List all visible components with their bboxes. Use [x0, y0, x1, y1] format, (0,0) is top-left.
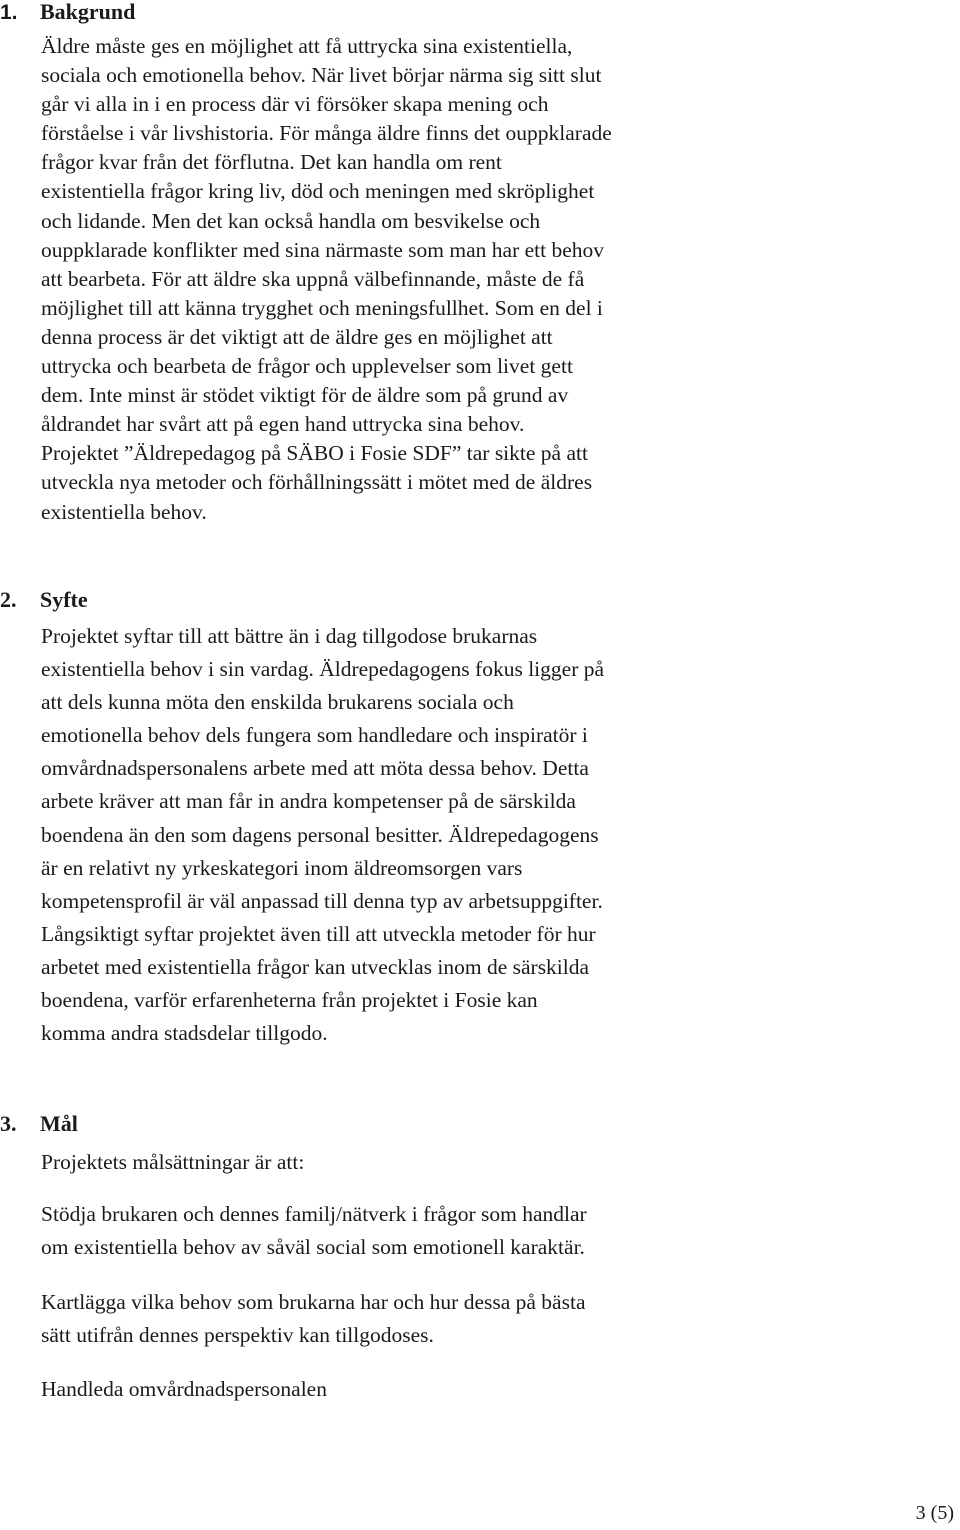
text-line: boendena än den som dagens personal besitter. Äldrepedagogens [41, 822, 599, 847]
text-line: arbete kräver att man får in andra kompetenser på de särskilda [41, 789, 576, 814]
text-line: och lidande. Men det kan också handla om besvikelse och [41, 208, 541, 233]
text-line: Kartlägga vilka behov som brukarna har och hur dessa på bästa [41, 1290, 586, 1314]
text-line: att dels kunna möta den enskilda brukarens sociala och [41, 690, 514, 715]
section-body-syfte [41, 620, 741, 1050]
section-intro-mal [41, 1146, 741, 1178]
text-line: går vi alla in i en process där vi försöker skapa mening och [41, 92, 549, 117]
text-line: Stödja brukaren och dennes familj/nätverk i frågor som handlar [41, 1202, 587, 1226]
text-line: förståelse i vår livshistoria. För många äldre finns det ouppklarade [41, 121, 612, 146]
text-line: existentiella frågor kring liv, död och meningen med skröplighet [41, 179, 595, 204]
text-line: Äldre måste ges en möjlighet att få uttrycka sina existentiella, [41, 34, 573, 58]
text-line: sätt utifrån dennes perspektiv kan tillgodoses. [41, 1323, 434, 1347]
text-line: uttrycka och bearbeta de frågor och upplevelser som livet gett [41, 354, 573, 379]
text-line: arbetet med existentiella frågor kan utvecklas inom de särskilda [41, 954, 590, 979]
text-line: Handleda omvårdnadspersonalen [41, 1377, 327, 1401]
text-line: åldrandet har svårt att på egen hand uttrycka sina behov. [41, 412, 525, 437]
text-line: att bearbeta. För att äldre ska uppnå välbefinnande, måste de få [41, 266, 585, 291]
section-heading-mal [0, 1112, 78, 1136]
section-number: 1. [0, 1, 18, 24]
text-line: Projektet ”Äldrepedagog på SÄBO i Fosie SDF” tar sikte på att [41, 441, 588, 466]
text-line: sociala och emotionella behov. När livet börjar närma sig sitt slut [41, 63, 602, 88]
text-line: boendena, varför erfarenheterna från projektet i Fosie kan [41, 988, 538, 1013]
text-line: ouppklarade konflikter med sina närmaste som man har ett behov [41, 237, 605, 262]
text-line: existentiella behov i sin vardag. Äldrepedagogens fokus ligger på [41, 657, 605, 682]
text-line: existentiella behov. [41, 499, 207, 524]
page-number: 3 (5) [915, 1502, 954, 1524]
text-line: kompetensprofil är väl anpassad till denna typ av arbetsuppgifter. [41, 888, 603, 913]
section-heading-syfte [0, 588, 88, 612]
section-title: Bakgrund [40, 0, 136, 24]
text-line: Långsiktigt syftar projektet även till att utveckla metoder för hur [41, 921, 596, 946]
section-number: 3. [0, 1111, 17, 1136]
goal-item [41, 1373, 741, 1406]
text-line: emotionella behov dels fungera som handledare och inspiratör i [41, 723, 588, 748]
text-line: möjlighet till att känna trygghet och meningsfullhet. Som en del i [41, 295, 603, 320]
text-line: är en relativt ny yrkeskategori inom äldreomsorgen vars [41, 855, 523, 880]
text-line: komma andra stadsdelar tillgodo. [41, 1021, 328, 1046]
text-line: om existentiella behov av såväl social som emotionell karaktär. [41, 1235, 585, 1259]
goal-item [41, 1198, 741, 1264]
text-line: dem. Inte minst är stödet viktigt för de äldre som på grund av [41, 383, 569, 408]
section-title: Mål [40, 1111, 78, 1136]
section-title: Syfte [40, 587, 88, 612]
goal-item [41, 1286, 741, 1352]
text-line: denna process är det viktigt att de äldre ges en möjlighet att [41, 324, 553, 349]
section-body-bakgrund [41, 32, 741, 527]
text-line: Projektet syftar till att bättre än i dag tillgodose brukarnas [41, 624, 538, 648]
section-number: 2. [0, 587, 17, 612]
text-line: Projektets målsättningar är att: [41, 1150, 305, 1174]
text-line: omvårdnadspersonalens arbete med att möta dessa behov. Detta [41, 756, 589, 781]
text-line: utveckla nya metoder och förhållningssätt i mötet med de äldres [41, 470, 593, 495]
text-line: frågor kvar från det förflutna. Det kan handla om rent [41, 150, 502, 175]
section-heading-bakgrund [0, 0, 135, 25]
